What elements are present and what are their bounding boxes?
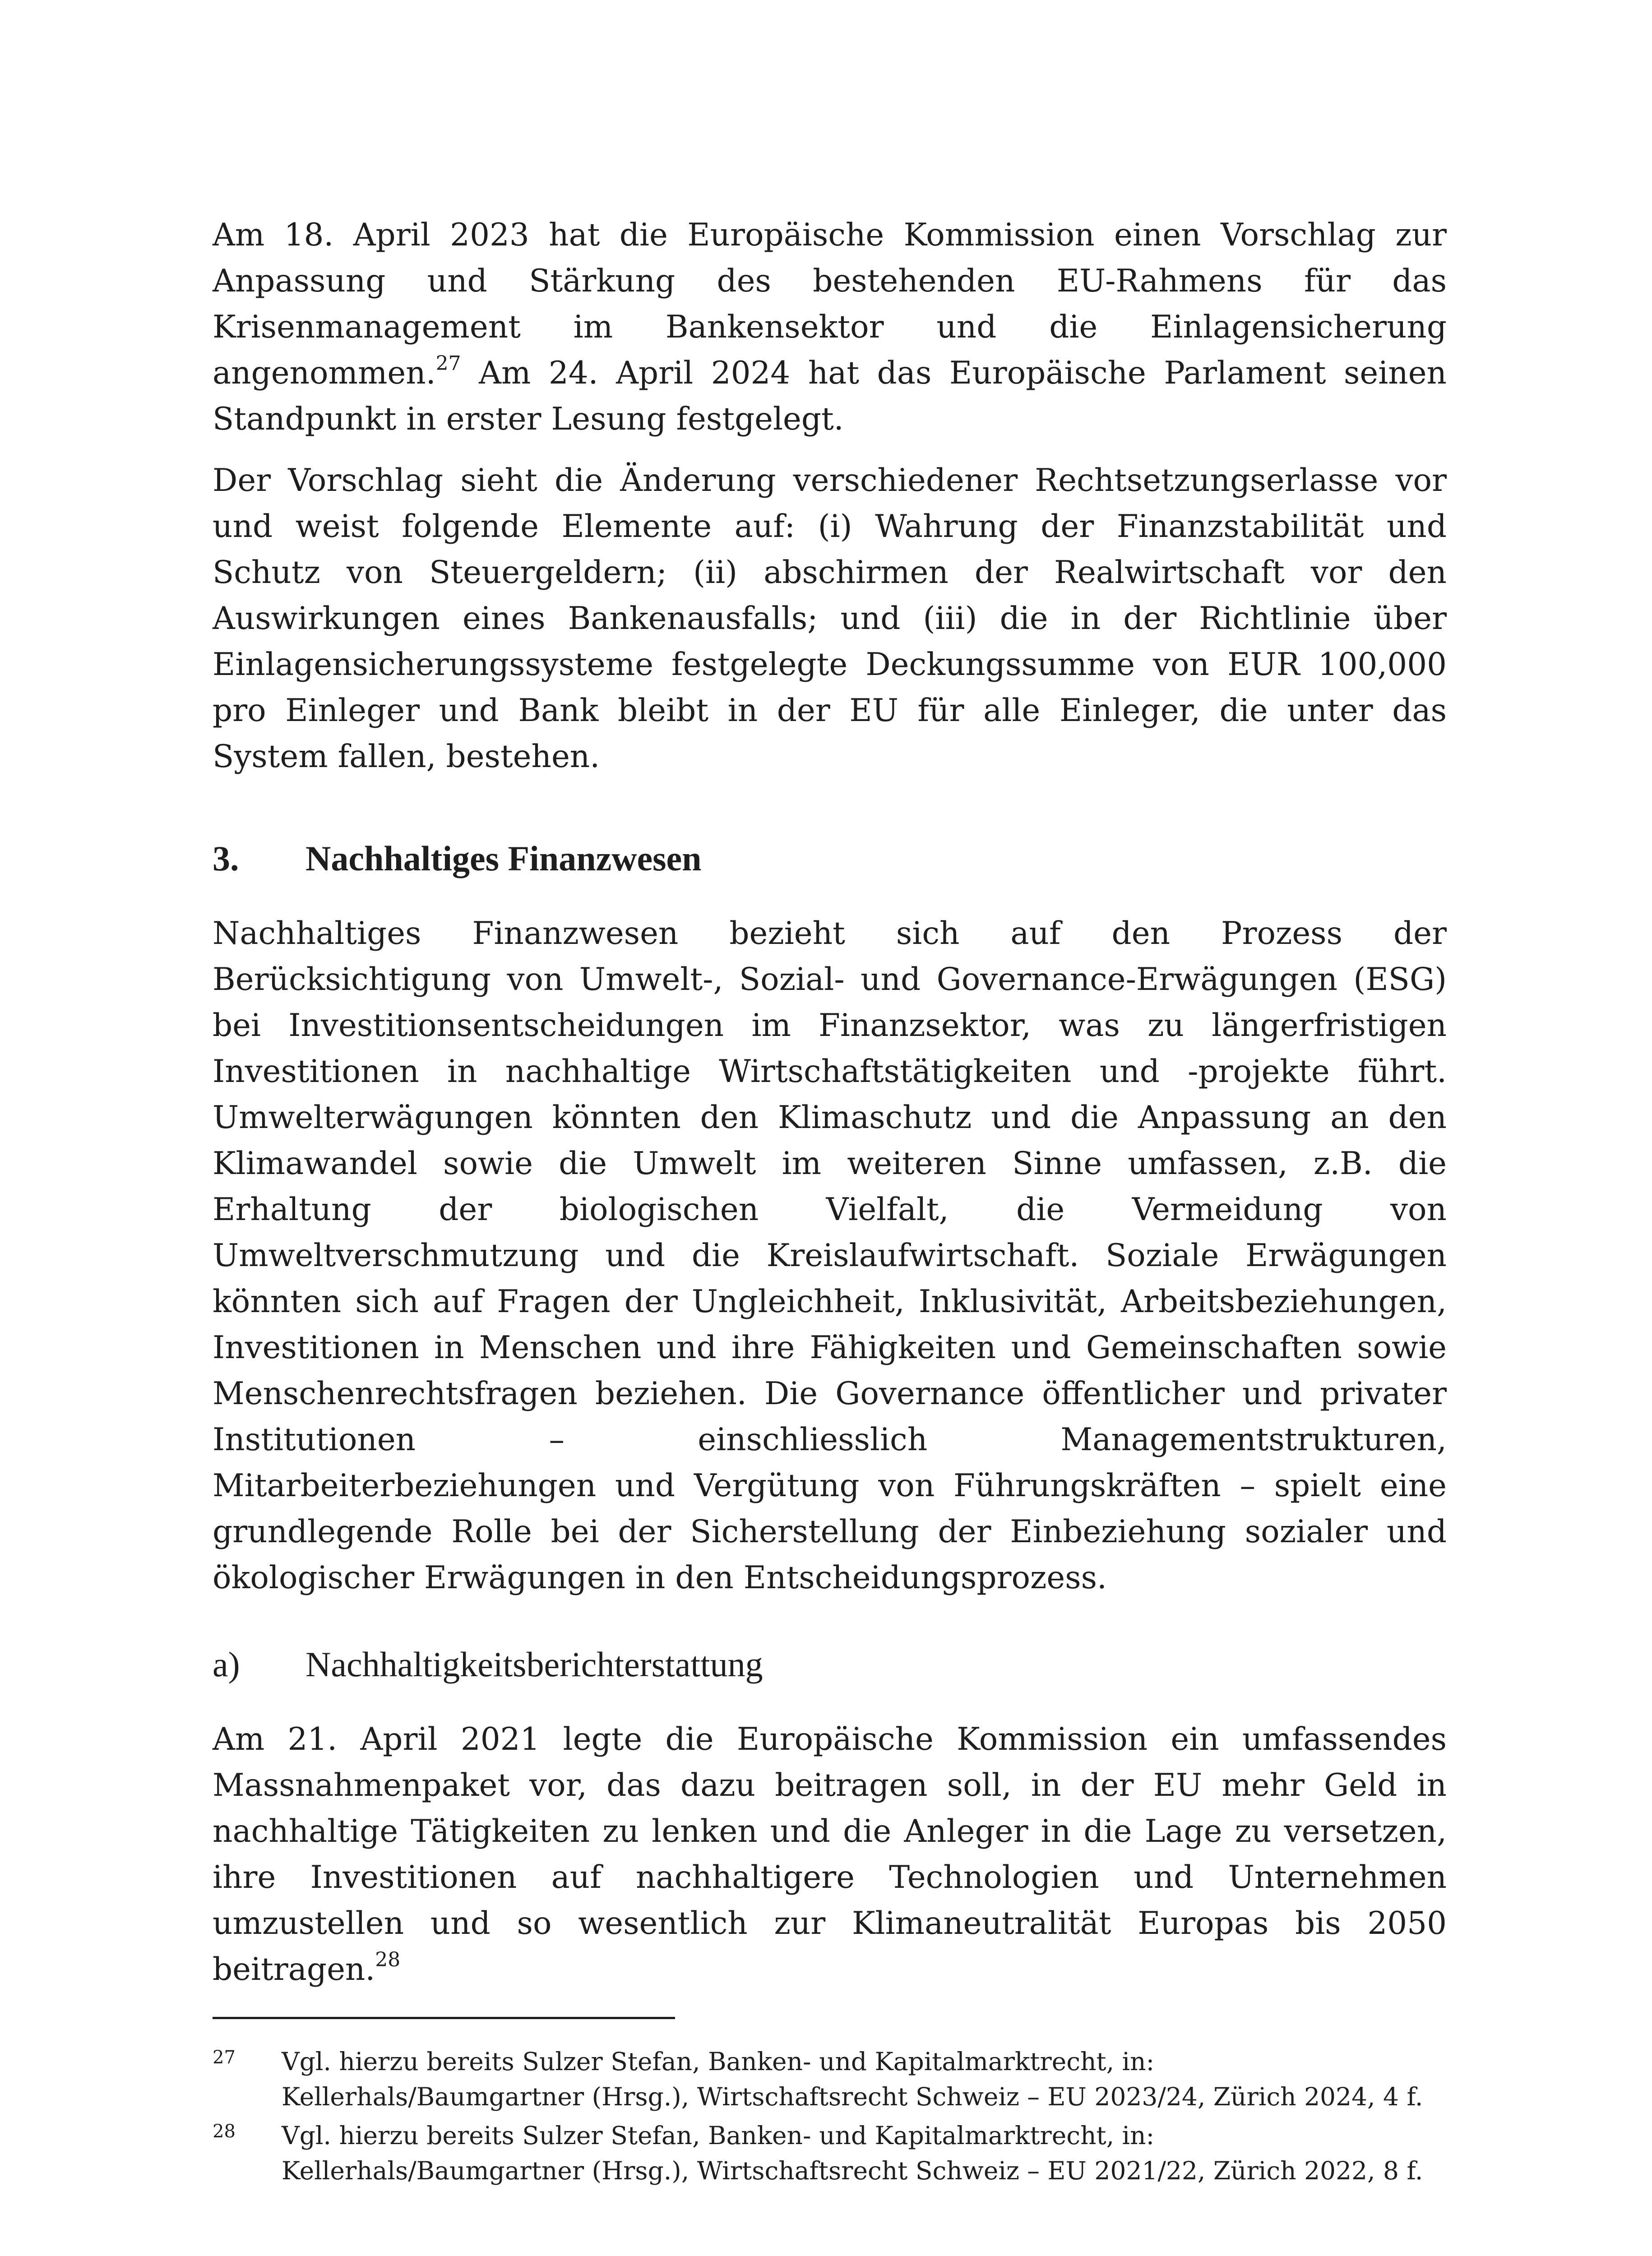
main-text — [213, 212, 1447, 2008]
paragraph-4 — [213, 1716, 1447, 1992]
footnote-number: 27 — [213, 2047, 236, 2068]
footnote-number: 28 — [213, 2121, 236, 2142]
footnote-divider — [213, 2017, 675, 2019]
subsection-title: Nachhaltigkeitsberichterstattung — [305, 1645, 763, 1684]
footnote-ref-28[interactable]: 28 — [375, 1948, 401, 1971]
section-heading-3 — [213, 834, 1447, 883]
paragraph-2: Der Vorschlag sieht die Änderung verschiedener Rechtsetzungserlasse vor und weist folgende Elemente auf: (i) Wahrung der Finanzstabilität und Schutz von Steuergeldern; (ii) abschirmen der Realwirtschaft vor den Auswirkungen eines Bankenausfalls; und (iii) die in der Richtlinie über Einlagensicherungssysteme festgelegte Deckungssumme von EUR 100,000 pro Einleger und Bank bleibt in der EU für alle Einleger, die unter das System fallen, bestehen. — [213, 462, 1447, 775]
paragraph-1-text-b: Am 24. April 2024 hat das Europäische Parlament seinen Standpunkt in erster Lesung festgelegt. — [213, 355, 1447, 437]
paragraph-4-text: Am 21. April 2021 legte die Europäische Kommission ein umfassendes Massnahmenpaket vor, das dazu beitragen soll, in der EU mehr Geld in nachhaltige Tätigkeiten zu lenken und die Anleger in die Lage zu versetzen, ihre Investitionen auf nachhaltigere Technologien und Unternehmen umzustellen und so wesentlich zur Klimaneutralität Europas bis 2050 beitragen. — [213, 1721, 1447, 1988]
paragraph-3: Nachhaltiges Finanzwesen bezieht sich auf den Prozess der Berücksichtigung von Umwelt-, Sozial- und Governance-Erwägungen (ESG) bei Investitionsentscheidungen im Finanzsektor, was zu längerfristigen Investitionen in nachhaltige Wirtschaftstätigkeiten und -projekte führt. Umwelterwägungen könnten den Klimaschutz und die Anpassung an den Klimawandel sowie die Umwelt im weiteren Sinne umfassen, z.B. die Erhaltung der biologischen Vielfalt, die Vermeidung von Umweltverschmutzung und die Kreislaufwirtschaft. Soziale Erwägungen könnten sich auf Fragen der Ungleichheit, Inklusivität, Arbeitsbeziehungen, Investitionen in Menschen und ihre Fähigkeiten und Gemeinschaften sowie Menschenrechtsfragen beziehen. Die Governance öffentlicher und privater Institutionen – einschliesslich Managementstrukturen, Mitarbeiterbeziehungen und Vergütung von Führungskräften – spielt eine grundlegende Rolle bei der Sicherstellung der Einbeziehung sozialer und ökologischer Erwägungen in den Entscheidungsprozess. — [213, 915, 1447, 1596]
section-number: 3. — [213, 839, 239, 878]
section-title: Nachhaltiges Finanzwesen — [305, 839, 702, 878]
paragraph-1-text-a: Am 18. April 2023 hat die Europäische Kommission einen Vorschlag zur Anpassung und Stärkung des bestehenden EU-Rahmens für das Krisenmanagement im Bankensektor und die Einlagensicherung angenommen. — [213, 217, 1447, 391]
footnote-ref-27[interactable]: 27 — [435, 352, 461, 375]
footnote-text: Vgl. hierzu bereits Sulzer Stefan, Banken- und Kapitalmarktrecht, in: Kellerhals/Baumgartner (Hrsg.), Wirtschaftsrecht Schweiz – EU 2021/22, Zürich 2022, 8 f. — [282, 2121, 1423, 2185]
footnote-text: Vgl. hierzu bereits Sulzer Stefan, Banken- und Kapitalmarktrecht, in: Kellerhals/Baumgartner (Hrsg.), Wirtschaftsrecht Schweiz – EU 2023/24, Zürich 2024, 4 f. — [282, 2047, 1423, 2111]
footnote-item — [213, 2044, 1447, 2114]
subsection-heading-a — [213, 1640, 1447, 1689]
footnote-item — [213, 2118, 1447, 2188]
subsection-number: a) — [213, 1645, 240, 1684]
paragraph-1 — [213, 212, 1447, 442]
footnotes — [213, 2044, 1447, 2192]
